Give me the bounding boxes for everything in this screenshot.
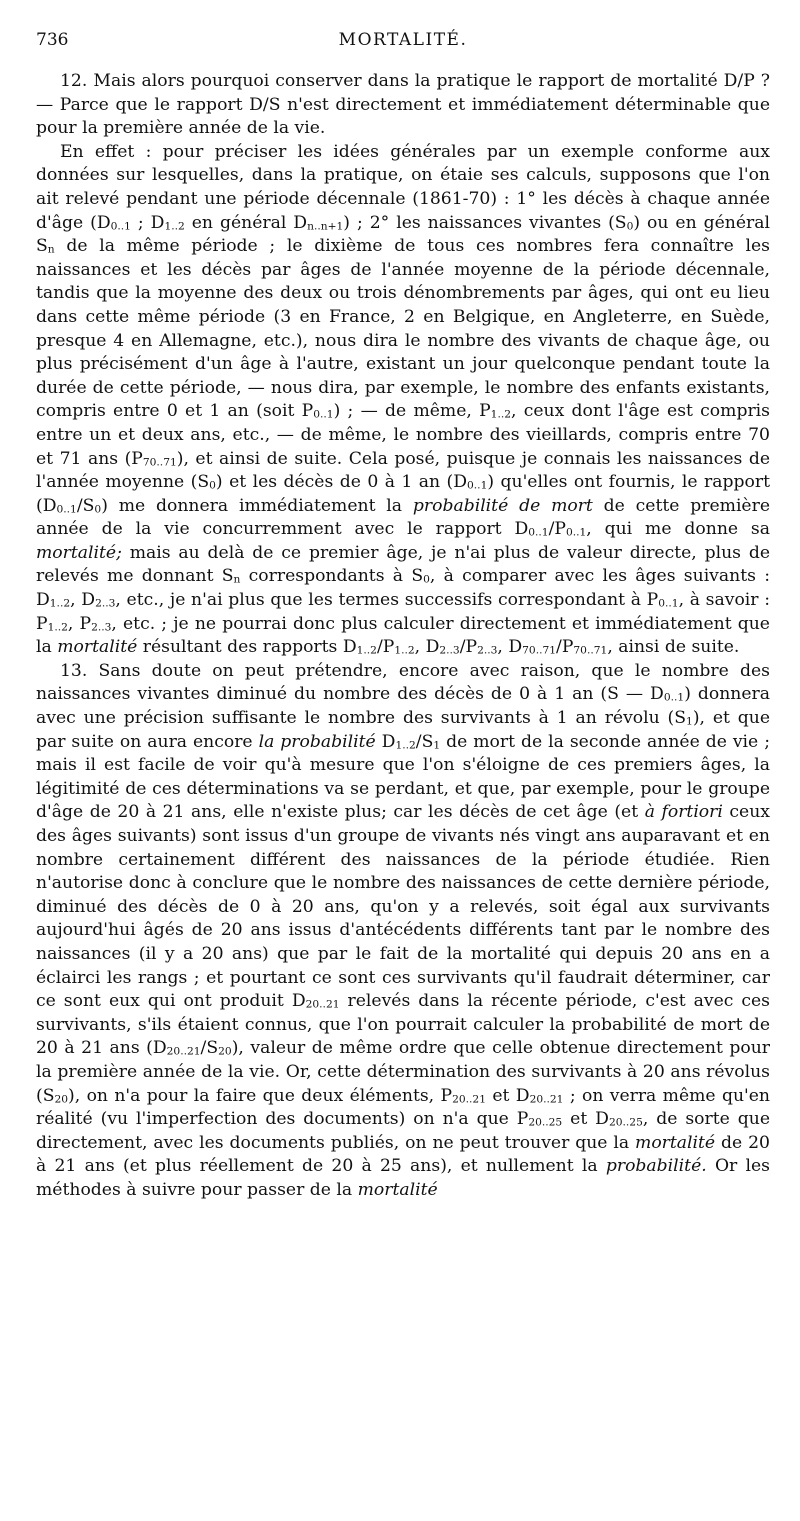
- text-run: ; on verra même qu'en réalité (vu l'imperfection des documents) on n'a que P: [36, 1085, 770, 1130]
- italic-term: à fortiori: [644, 802, 723, 823]
- text-run: , à comparer avec les âges suivants : D: [36, 566, 770, 611]
- text-run: /S: [76, 495, 95, 516]
- italic-term: mortalité: [57, 637, 138, 658]
- text-run: , etc., je n'ai plus que les termes successifs correspondant à P: [115, 590, 659, 611]
- subscript: 1..2: [47, 620, 68, 634]
- subscript: 0..1: [110, 219, 131, 233]
- text-run: de 20 à 21 ans (et plus réellement de 20 à 25 ans), et nullement la: [36, 1132, 770, 1177]
- text-run: , etc. ; je ne pourrai donc plus calculer directement et immédiatement que la: [36, 613, 770, 658]
- text-run: ) ; — de même, P: [333, 401, 491, 422]
- subscript: 20..21: [452, 1092, 486, 1106]
- text-run: ), valeur de même ordre que celle obtenue directement pour la première année de la vie. Or, cette détermination des survivants à 20 ans révolus (S: [36, 1038, 771, 1106]
- text-run: ceux des âges suivants) sont issus d'un groupe de vivants nés vingt ans auparavant et en nombre certainement différent des naissances de la période étudiée. Rien n'autorise donc à conclure que le nombre des naissances de cette dernière période, diminué des décès de 0 à 20 ans, qu'on y a relevés, soit égal aux survivants aujourd'hui âgés de 20 ans issus d'antécédents différents tant par le nombre des naissances (il y a 20 ans) que par le fait de la mortalité qui depuis 20 ans en a éclairci les rangs ; et pourtant ce sont ces survivants qu'il faudrait déterminer, car ce sont eux qui ont produit D: [36, 802, 770, 1012]
- subscript: 20..25: [608, 1115, 643, 1129]
- subscript: 1..2: [49, 596, 71, 610]
- para-13: [36, 660, 770, 1203]
- running-header: [36, 30, 770, 60]
- text-run: , qui me donne sa: [586, 519, 770, 540]
- text-run: /P: [548, 519, 566, 540]
- subscript: 0: [626, 219, 634, 233]
- subscript: 20..21: [166, 1044, 201, 1058]
- text-run: ) me donnera immédiatement la: [101, 495, 413, 516]
- italic-term: la probabilité: [258, 731, 376, 752]
- text-run: , ainsi de suite.: [607, 637, 740, 658]
- text-run: de la même période ; le dixième de tous ces nombres fera connaître les naissances et les décès par âges de l'année moyenne de la période décennale, tandis que la moyenne des deux ou trois dénombrements par âges, qui ont eu lieu dans cette même période (3 en France, 2 en Belgique, en Angleterre, en Suède, presque 4 en Allemagne, etc.), nous dira le nombre des vivants de chaque âge, ou plus précisément d'un âge à l'autre, existant un jour quelconque pendant toute la durée de cette période, — nous dira, par exemple, le nombre des enfants existants, compris entre 0 et 1 an (soit P: [36, 236, 770, 422]
- text-run: 12. Mais alors pourquoi conserver dans la pratique le rapport de mortalité D/P ? — Parce que le rapport D/S n'est directement et immédiatement déterminable que pour la première année de la vie.: [36, 71, 770, 139]
- text-run: Or les méthodes à suivre pour passer de la: [36, 1156, 770, 1200]
- text-run: , ceux dont l'âge est compris entre un et deux ans, etc., — de même, le nombre des vieillards, compris entre 70 et 71 ans (P: [36, 401, 770, 469]
- body-text: [36, 70, 770, 1203]
- text-run: , D: [70, 590, 96, 611]
- text-run: ), et que par suite on aura encore: [36, 708, 771, 752]
- text-run: En effet : pour préciser les idées générales par un exemple conforme aux données sur lesquelles, dans la pratique, on étaie ses calculs, supposons que l'on ait relevé pendant une période décennale (1861-70) : 1° les décès à chaque année d'âge (D: [36, 141, 770, 233]
- text-run: , D: [497, 637, 523, 658]
- subscript: 2..3: [477, 643, 498, 657]
- text-run: en général D: [184, 212, 308, 233]
- subscript: 20..21: [305, 997, 340, 1011]
- text-run: D: [375, 731, 396, 752]
- subscript: 0..1: [528, 525, 549, 539]
- subscript: 0..1: [663, 691, 685, 705]
- text-run: , P: [67, 613, 92, 634]
- page-number: 736: [36, 30, 69, 50]
- subscript: 70..71: [142, 455, 177, 469]
- subscript: n..n+1: [307, 219, 344, 233]
- text-run: ) donnera avec une précision suffisante le nombre des survivants à 1 an révolu (S: [36, 684, 770, 729]
- text-run: /P: [556, 637, 574, 658]
- subscript: 1..2: [356, 643, 377, 657]
- italic-term: mortalité: [635, 1132, 716, 1153]
- subscript: 1: [686, 714, 693, 728]
- text-run: de mort de la seconde année de vie ; mais il est facile de voir qu'à mesure que l'on s'éloigne de ces premiers âges, la légitimité de ces déterminations va se perdant, et que, par exemple, pour le groupe d'âge de 20 à 21 ans, elle n'existe plus; car les décès de cet âge (et: [36, 731, 770, 823]
- text-run: ; D: [130, 212, 165, 233]
- subscript: 70..71: [522, 643, 557, 657]
- text-run: /S: [200, 1038, 219, 1059]
- italic-term: mortalité: [357, 1179, 438, 1200]
- subscript: 1: [433, 738, 441, 752]
- subscript: 70..71: [573, 643, 608, 657]
- text-run: ), et ainsi de suite. Cela posé, puisque je connais les naissances de l'année moyenne (S: [36, 448, 770, 493]
- subscript: 1..2: [394, 643, 415, 657]
- para-12-body: [36, 141, 770, 660]
- subscript: 0..1: [467, 478, 488, 492]
- subscript: 20: [218, 1044, 232, 1058]
- subscript: 20..25: [528, 1115, 563, 1129]
- text-run: 13. Sans doute on peut prétendre, encore avec raison, que le nombre des naissances vivantes diminué du nombre des décès de 0 à 1 an (S — D: [36, 660, 770, 705]
- subscript: 20: [54, 1092, 69, 1106]
- text-run: ), on n'a pour la faire que deux éléments, P: [68, 1085, 453, 1106]
- subscript: 1..2: [395, 738, 416, 752]
- text-run: /P: [459, 637, 478, 658]
- subscript: n: [47, 242, 55, 256]
- text-run: /S: [415, 731, 434, 752]
- subscript: 2..3: [91, 620, 112, 634]
- text-run: relevés dans la récente période, c'est avec ces survivants, s'ils étaient connus, que l'on pourrait calculer la probabilité de mort de 20 à 21 ans (D: [36, 991, 770, 1059]
- subscript: 0..1: [313, 407, 334, 421]
- text-run: et D: [562, 1109, 609, 1130]
- text-run: , de sorte que directement, avec les documents publiés, on ne peut trouver que la: [36, 1109, 770, 1153]
- italic-term: mortalité;: [36, 542, 122, 563]
- subscript: 0: [209, 478, 216, 492]
- subscript: 0: [94, 502, 102, 516]
- subscript: 0: [423, 573, 430, 587]
- text-run: mais au delà de ce premier âge, je n'ai plus de valeur directe, plus de relevés me donnant S: [36, 542, 770, 587]
- italic-term: probabilité de mort: [412, 495, 593, 516]
- subscript: 2..3: [439, 643, 460, 657]
- text-run: ) qu'elles ont fournis, le rapport (D: [36, 472, 770, 516]
- subscript: 1..2: [164, 219, 185, 233]
- text-run: ) et les décès de 0 à 1 an (D: [215, 472, 468, 493]
- text-run: , à savoir : P: [36, 590, 770, 634]
- subscript: 20..21: [529, 1092, 564, 1106]
- text-run: résultant des rapports D: [137, 637, 357, 658]
- running-title: MORTALITÉ.: [338, 30, 468, 50]
- text-run: correspondants à S: [240, 566, 424, 587]
- text-run: ) ; 2° les naissances vivantes (S: [343, 212, 627, 233]
- text-run: /P: [376, 637, 395, 658]
- para-12-question: [36, 70, 770, 141]
- text-run: , D: [414, 637, 440, 658]
- text-run: et D: [485, 1085, 530, 1106]
- italic-term: probabilité.: [605, 1156, 707, 1177]
- subscript: 0..1: [56, 502, 77, 516]
- subscript: 0..1: [658, 596, 679, 610]
- text-run: ) ou en général S: [36, 212, 770, 257]
- text-run: de cette première année de la vie concurremment avec le rapport D: [36, 495, 770, 540]
- subscript: 0..1: [565, 525, 587, 539]
- subscript: 2..3: [95, 596, 116, 610]
- subscript: 1..2: [490, 407, 512, 421]
- subscript: n: [233, 573, 241, 587]
